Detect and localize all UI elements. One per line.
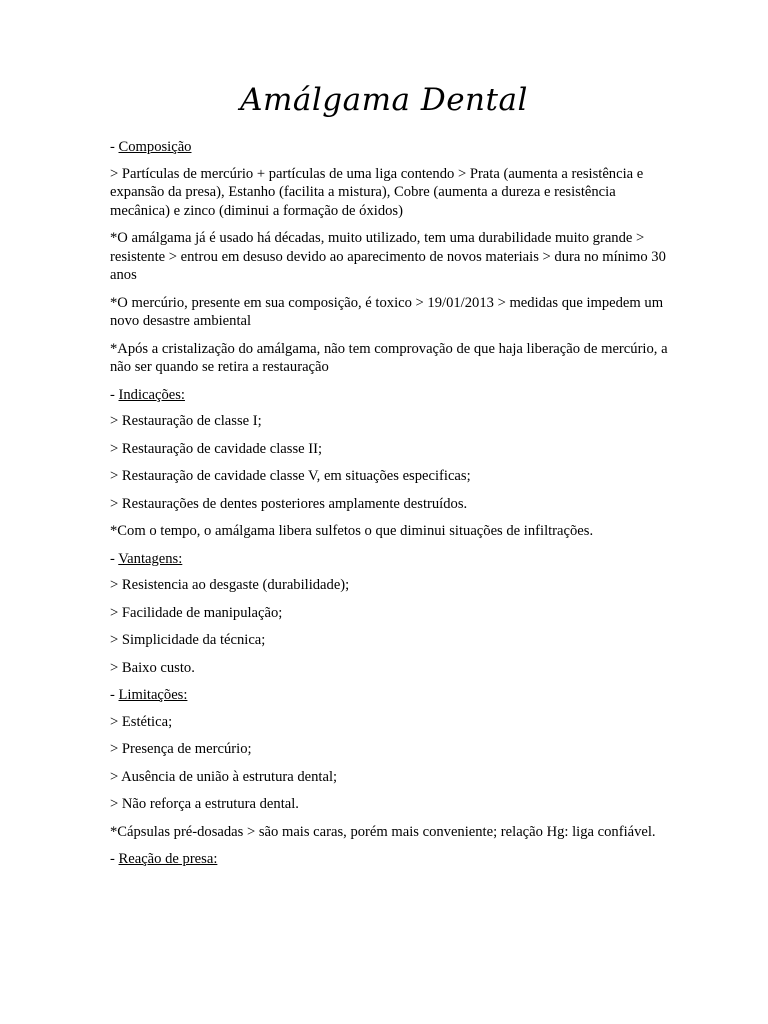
list-item: > Restauração de cavidade classe II; bbox=[110, 440, 323, 457]
heading-dash: - bbox=[110, 851, 119, 867]
heading-label: Composição bbox=[118, 139, 192, 155]
paragraph: > Partículas de mercúrio + partículas de uma liga contendo > Prata (aumenta a resistência e expansão da presa), Estanho (facilita a mistura), Cobre (aumenta a dureza e resistência mecânica) e zinco (diminui a formação de óxidos) bbox=[110, 165, 644, 219]
list-item: > Facilidade de manipulação; bbox=[110, 604, 283, 621]
list-item: > Estética; bbox=[110, 713, 173, 730]
section-heading-indicacoes bbox=[110, 386, 670, 405]
heading-dash: - bbox=[110, 687, 119, 703]
page-title: Amálgama Dental bbox=[240, 82, 528, 118]
list-item: > Restauração de cavidade classe V, em situações especificas; bbox=[110, 468, 471, 484]
list-item: > Restauração de classe I; bbox=[110, 413, 262, 429]
document-body bbox=[110, 138, 670, 877]
section-heading-reacao bbox=[110, 850, 670, 869]
section-heading-limitacoes bbox=[110, 686, 670, 705]
list-item: > Resistencia ao desgaste (durabilidade); bbox=[110, 577, 350, 593]
heading-label: Indicações: bbox=[118, 386, 185, 403]
heading-dash: - bbox=[110, 550, 119, 567]
section-heading-composicao bbox=[110, 138, 670, 157]
heading-dash: - bbox=[110, 386, 119, 403]
list-item: > Ausência de união à estrutura dental; bbox=[110, 768, 338, 785]
list-item: > Presença de mercúrio; bbox=[110, 741, 252, 757]
list-item: > Baixo custo. bbox=[110, 659, 195, 676]
paragraph: *O amálgama já é usado há décadas, muito utilizado, tem uma durabilidade muito grande > resistente > entrou em desuso devido ao aparecimento de novos materiais > dura no mínimo 30 anos bbox=[110, 230, 666, 283]
heading-label: Limitações: bbox=[118, 687, 188, 703]
paragraph: *Com o tempo, o amálgama libera sulfetos o que diminui situações de infiltrações. bbox=[110, 523, 594, 539]
heading-label: Reação de presa: bbox=[118, 851, 218, 867]
list-item: > Simplicidade da técnica; bbox=[110, 632, 266, 648]
list-item: > Restaurações de dentes posteriores amplamente destruídos. bbox=[110, 495, 468, 512]
section-heading-vantagens bbox=[110, 550, 670, 569]
paragraph: *Após a cristalização do amálgama, não tem comprovação de que haja liberação de mercúrio, a não ser quando se retira a restauração bbox=[110, 340, 668, 375]
list-item: > Não reforça a estrutura dental. bbox=[110, 796, 299, 812]
paragraph: *O mercúrio, presente em sua composição, é toxico > 19/01/2013 > medidas que impedem um novo desastre ambiental bbox=[110, 294, 664, 329]
heading-dash: - bbox=[110, 139, 119, 155]
paragraph: *Cápsulas pré-dosadas > são mais caras, porém mais conveniente; relação Hg: liga confiável. bbox=[110, 823, 656, 840]
heading-label: Vantagens: bbox=[118, 550, 183, 567]
